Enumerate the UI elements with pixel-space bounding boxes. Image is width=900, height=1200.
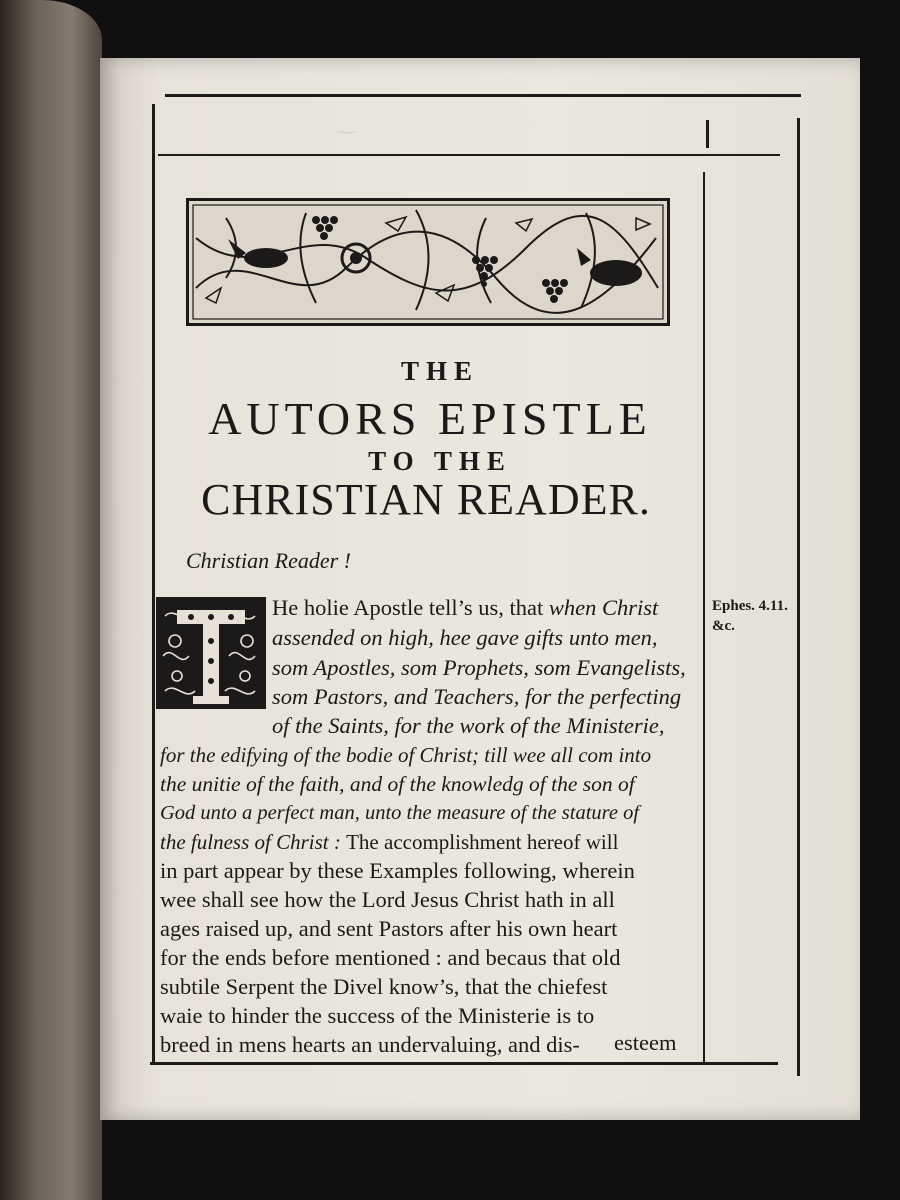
margin-note [712, 596, 802, 636]
body-line-roman: in part appear by these Examples following, wherein [160, 858, 635, 883]
margin-note-etc: &c. [712, 618, 735, 634]
catchword: esteem [614, 1030, 677, 1055]
body-line-roman: waie to hinder the success of the Ministerie is to [160, 1003, 595, 1028]
body-line [272, 684, 681, 710]
body-line-roman: wee shall see how the Lord Jesus Christ hath in all [160, 887, 615, 912]
body-line-roman: The accomplishment hereof will [346, 830, 619, 854]
body-line-italic: som Apostles, som Prophets, som Evangelists, [272, 655, 686, 680]
body-line [160, 916, 617, 942]
body-line-italic: the fulness of Christ : [160, 830, 347, 854]
body-line-roman: subtile Serpent the Divel know’s, that the chiefest [160, 974, 608, 999]
body-line-roman: He holie Apostle tell’s us, that [272, 595, 549, 620]
title-line-to-the: TO THE [368, 446, 512, 476]
body-line [160, 829, 618, 855]
body-line-roman: ages raised up, and sent Pastors after his own heart [160, 916, 618, 941]
title-line-the: THE [400, 356, 480, 386]
body-line [272, 655, 686, 681]
body-line [160, 887, 615, 913]
body-line [272, 713, 664, 739]
body-line [272, 625, 658, 651]
body-line [160, 945, 620, 971]
body-line [160, 771, 635, 797]
body-line-italic: God unto a perfect man, unto the measure of the stature of [160, 802, 640, 824]
body-line-italic: of the Saints, for the work of the Ministerie, [272, 713, 665, 738]
show-through-text: ‿ [340, 112, 357, 134]
body-line-italic: som Pastors, and Teachers, for the perfecting [272, 684, 682, 709]
body-line [160, 974, 607, 1000]
body-line-italic: when Christ [548, 595, 659, 620]
body-line-roman: for the ends before mentioned : and becaus that old [160, 945, 621, 970]
title-line-christian-reader: CHRISTIAN READER. [201, 475, 651, 524]
body-line-roman: breed in mens hearts an undervaluing, and dis- [160, 1032, 580, 1057]
body-line [160, 1032, 580, 1058]
margin-note-reference: Ephes. 4.11. [712, 598, 788, 614]
body-line [160, 800, 639, 826]
body-line [272, 595, 658, 621]
body-line-italic: the unitie of the faith, and of the knowledg of the son of [160, 772, 635, 796]
body-line-italic: assended on high, hee gave gifts unto men, [272, 625, 658, 650]
body-line [160, 1003, 594, 1029]
salutation: Christian Reader ! [186, 548, 351, 573]
body-line [160, 858, 635, 884]
title-line-autors-epistle: AUTORS EPISTLE [208, 393, 652, 444]
body-line [160, 742, 651, 768]
body-line-italic: for the edifying of the bodie of Christ; till wee all com into [160, 743, 652, 767]
